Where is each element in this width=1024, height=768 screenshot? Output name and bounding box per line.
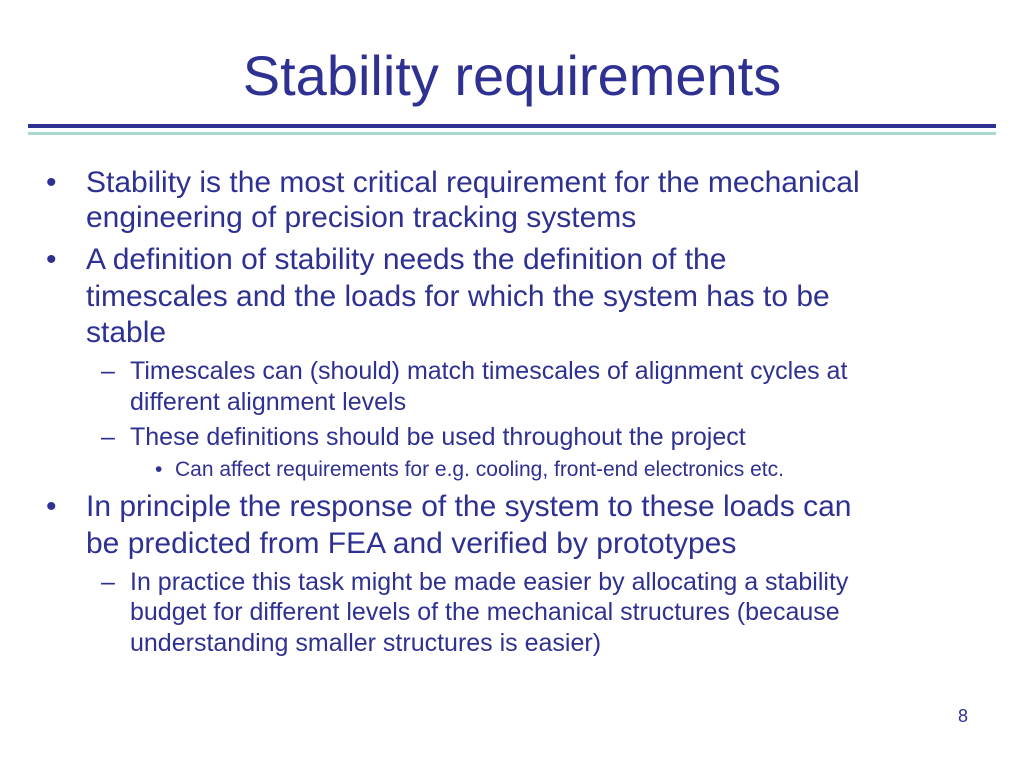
sub-sub-bullet-text: Can affect requirements for e.g. cooling, front-end electronics etc.: [175, 458, 784, 481]
sub-bullet-marker: –: [101, 357, 115, 385]
bullet-text: Stability is the most critical requirement for the mechanical: [86, 166, 860, 199]
bullet-text: engineering of precision tracking systems: [86, 201, 637, 234]
bullet-text: In principle the response of the system to these loads can: [86, 490, 852, 523]
sub-bullet-text: These definitions should be used throughout the project: [130, 423, 746, 451]
sub-bullet-text: different alignment levels: [130, 388, 407, 416]
bullet-text: timescales and the loads for which the system has to be: [86, 280, 830, 313]
bullet-marker: •: [46, 166, 57, 199]
bullet-text: be predicted from FEA and verified by prototypes: [86, 527, 737, 560]
bullet-marker: •: [46, 490, 57, 523]
sub-bullet-text: Timescales can (should) match timescales of alignment cycles at: [130, 357, 848, 385]
slide-title: Stability requirements: [242, 44, 782, 107]
bullet-text: stable: [86, 316, 167, 349]
sub-bullet-text: understanding smaller structures is easier): [130, 629, 602, 657]
page-number: 8: [957, 706, 968, 726]
sub-bullet-text: In practice this task might be made easier by allocating a stability: [130, 568, 849, 596]
bullet-marker: •: [46, 243, 57, 276]
sub-sub-bullet-marker: •: [155, 458, 163, 481]
bullet-text: A definition of stability needs the definition of the: [86, 243, 727, 276]
sub-bullet-marker: –: [101, 423, 115, 451]
sub-bullet-text: budget for different levels of the mechanical structures (because: [130, 598, 840, 626]
sub-bullet-marker: –: [101, 568, 115, 596]
